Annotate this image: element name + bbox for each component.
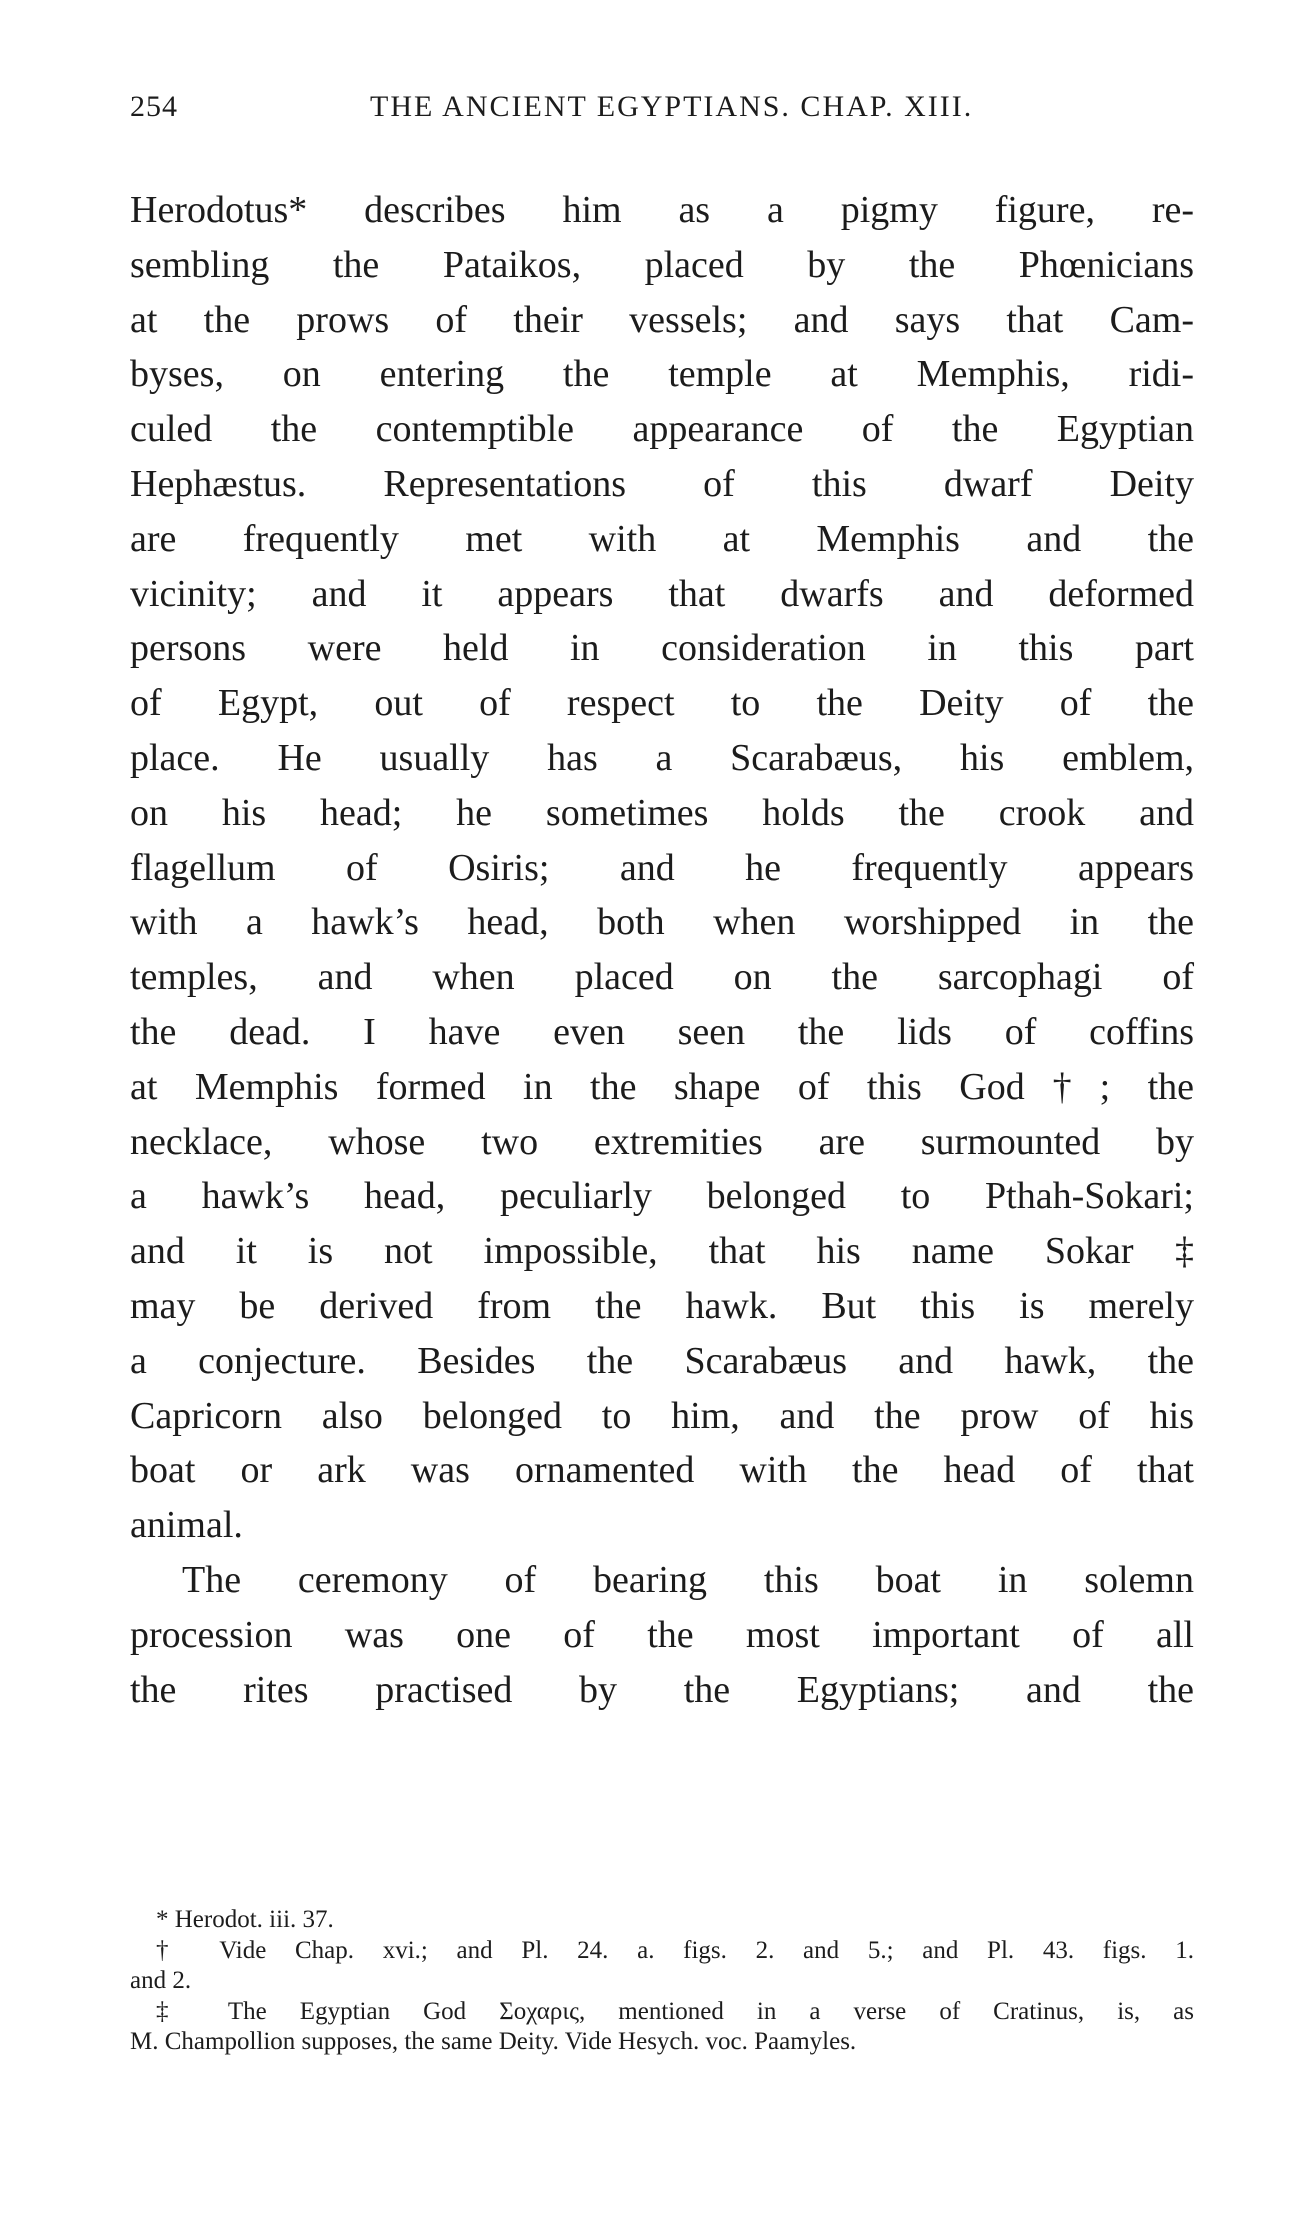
page-number: 254 [130,90,178,123]
footnote-double-dagger-continued: M. Champollion supposes, the same Deity. Vide Hesych. voc. Paamyles. [130,2028,857,2055]
text-line: are frequently met with at Memphis and the [130,517,1194,560]
text-line: Capricorn also belonged to him, and the prow of his [130,1394,1194,1437]
text-line: the dead. I have even seen the lids of coffins [130,1010,1194,1053]
footnote-asterisk: * Herodot. iii. 37. [156,1906,334,1933]
footnote-double-dagger: ‡ The Egyptian God Σοχαρις, mentioned in a verse of Cratinus, is, as [156,1997,1194,2025]
text-line: flagellum of Osiris; and he frequently appears [130,846,1194,889]
text-line: necklace, whose two extremities are surmounted by [130,1120,1194,1163]
text-line: the rites practised by the Egyptians; and the [130,1668,1194,1711]
text-line: with a hawk’s head, both when worshipped in the [130,901,1194,944]
text-line: byses, on entering the temple at Memphis, ridi- [130,353,1194,396]
text-line: vicinity; and it appears that dwarfs and deformed [130,572,1194,615]
text-line: boat or ark was ornamented with the head of that [130,1449,1194,1492]
main-text [130,183,1194,1717]
text-line: may be derived from the hawk. But this is merely [130,1284,1194,1327]
text-line: place. He usually has a Scarabæus, his emblem, [130,736,1194,779]
running-title: THE ANCIENT EGYPTIANS. CHAP. XIII. [370,90,974,123]
text-line: a conjecture. Besides the Scarabæus and hawk, the [130,1339,1194,1382]
text-line: persons were held in consideration in this part [130,627,1194,670]
text-line: on his head; he sometimes holds the crook and [130,791,1194,834]
footnote-dagger-continued: and 2. [130,1967,192,1994]
paragraph-start-line: The ceremony of bearing this boat in solemn [182,1558,1194,1601]
text-line: at the prows of their vessels; and says that Cam- [130,298,1194,341]
paragraph-end-line: animal. [130,1504,243,1547]
text-line: and it is not impossible, that his name Sokar‡ [130,1230,1194,1273]
text-line: a hawk’s head, peculiarly belonged to Pthah-Sokari; [130,1175,1194,1218]
text-line: sembling the Pataikos, placed by the Phœnicians [130,243,1194,286]
text-line: temples, and when placed on the sarcophagi of [130,956,1194,999]
footnotes [130,1905,1194,2058]
page-header [130,90,1194,130]
text-line: procession was one of the most important of all [130,1613,1194,1656]
text-line: culed the contemptible appearance of the Egyptian [130,408,1194,451]
footnote-dagger: † Vide Chap. xvi.; and Pl. 24. a. figs. 2. and 5.; and Pl. 43. figs. 1. [156,1936,1194,1964]
text-line: of Egypt, out of respect to the Deity of the [130,682,1194,725]
text-line: at Memphis formed in the shape of this God†; the [130,1065,1194,1108]
text-line: Hephæstus. Representations of this dwarf Deity [130,462,1194,505]
text-line: Herodotus* describes him as a pigmy figure, re- [130,189,1194,231]
